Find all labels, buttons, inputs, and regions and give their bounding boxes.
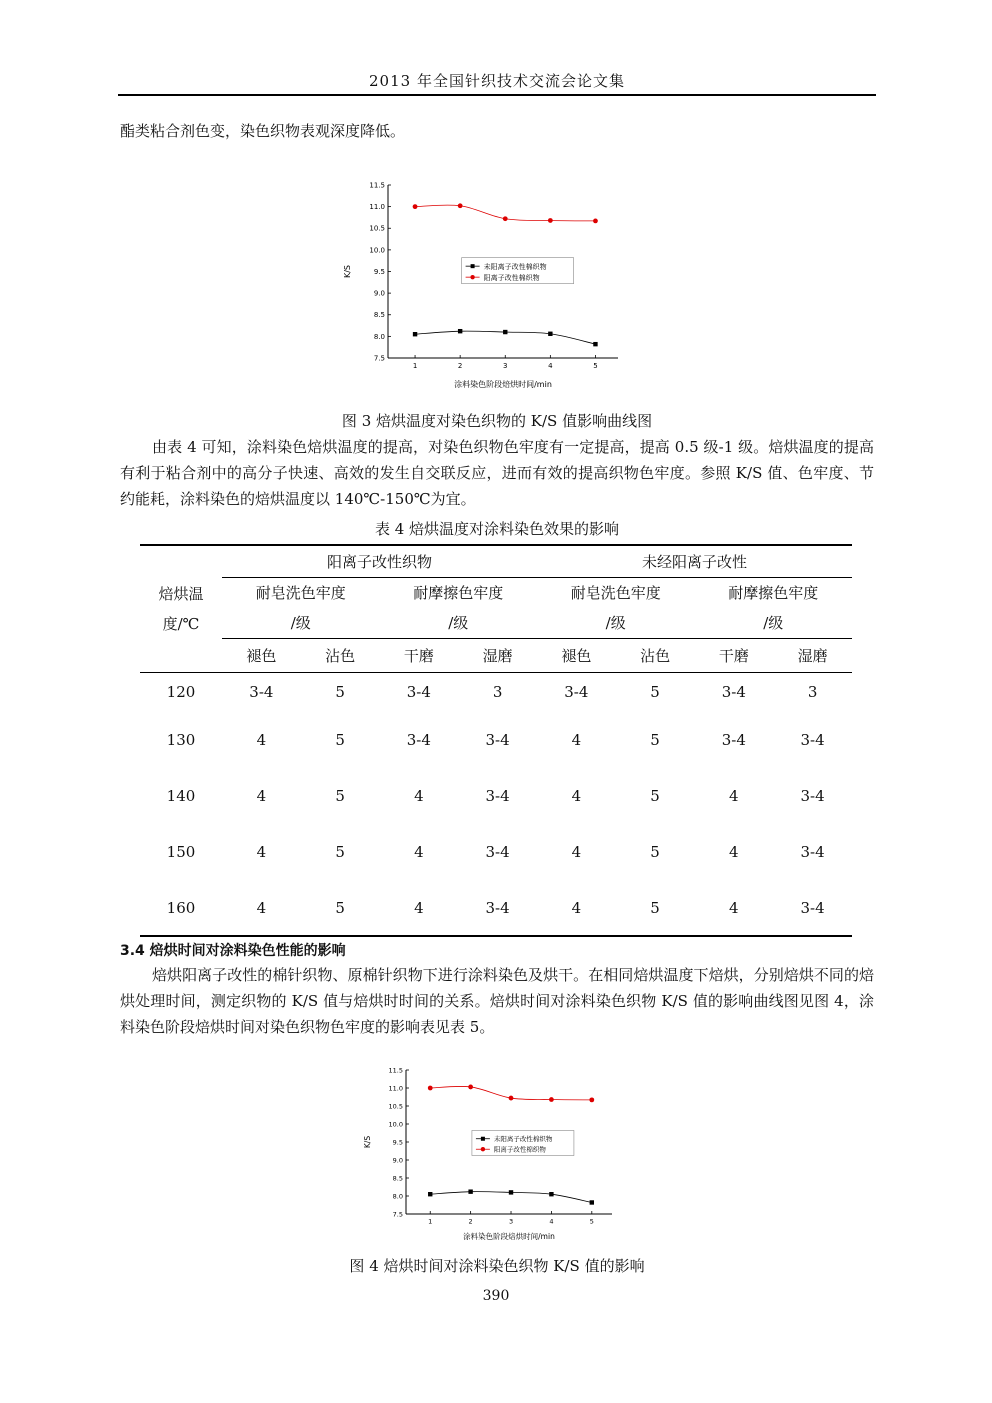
table-cell: 4 (414, 843, 424, 861)
temp-cell: 120 (166, 683, 196, 702)
table-cell: 5 (616, 880, 695, 936)
y-tick-label: 10.0 (369, 246, 385, 255)
x-tick-label: 4 (548, 362, 553, 370)
row-header-line2: 度/℃ (162, 614, 200, 633)
table-cell: 3-4 (485, 731, 510, 749)
y-tick-label: 9.5 (373, 267, 385, 276)
data-point (503, 330, 507, 334)
legend-marker (481, 1147, 485, 1151)
column-header: 褪色 (537, 638, 616, 672)
y-tick-label: 11.0 (388, 1084, 403, 1093)
table-cell: 4 (256, 843, 267, 861)
table-row (140, 672, 852, 712)
y-tick-label: 8.5 (373, 311, 385, 320)
table-cell: 3-4 (800, 843, 825, 861)
table-cell: 3-4 (458, 880, 537, 936)
temp-cell: 150 (166, 843, 196, 861)
x-tick-label: 1 (412, 362, 418, 370)
table-cell: 3-4 (721, 731, 746, 749)
table-cell: 5 (335, 683, 345, 702)
data-point (590, 1200, 594, 1204)
temp-cell: 130 (166, 731, 196, 749)
table-cell: 3-4 (800, 731, 825, 749)
temp-cell: 160 (140, 880, 222, 936)
data-point (413, 332, 417, 336)
x-tick-label: 3 (508, 1217, 514, 1226)
figure-3-caption: 图 3 焙烘温度对染色织物的 K/S 值影响曲线图 (341, 412, 653, 430)
legend-label: 阳离子改性棉织物 (493, 1145, 546, 1154)
y-tick-label: 10.5 (388, 1102, 403, 1111)
group-header-untreated: 未经阳离子改性 (537, 545, 852, 577)
x-tick-label: 5 (593, 362, 598, 370)
y-tick-label: 8.0 (392, 1192, 403, 1201)
table-cell: 5 (335, 731, 345, 749)
figure-3 (340, 175, 640, 394)
legend-label: 阳离子改性棉织物 (483, 273, 540, 282)
page-number: 390 (482, 1288, 510, 1304)
table-row (140, 824, 852, 880)
data-point (593, 342, 597, 346)
column-header: 干磨 (379, 638, 458, 672)
x-tick-label: 5 (589, 1217, 594, 1226)
subgroup-name: 耐皂洗色牢度 (255, 583, 346, 602)
legend-label: 未阳离子改性棉织物 (493, 1135, 553, 1144)
data-point (509, 1096, 514, 1101)
data-point (458, 329, 462, 333)
data-point (548, 332, 552, 336)
table-cell: 4 (729, 787, 739, 805)
column-header: 湿磨 (458, 638, 537, 672)
column-header: 沾色 (616, 638, 695, 672)
table-cell: 3-4 (485, 843, 510, 861)
y-tick-label: 10.5 (369, 224, 385, 233)
table-cell: 4 (379, 880, 458, 936)
table-cell: 4 (729, 843, 739, 861)
x-tick-label: 1 (428, 1217, 433, 1226)
figure-4-chart (360, 1062, 630, 1242)
data-point (593, 218, 598, 223)
y-tick-label: 9.0 (392, 1156, 403, 1165)
data-point (428, 1086, 433, 1091)
figure-4 (360, 1062, 630, 1246)
x-tick-label: 2 (468, 1217, 473, 1226)
data-point (503, 216, 508, 221)
subgroup-unit: /级 (605, 613, 626, 632)
data-point (458, 203, 463, 208)
table-cell: 3 (807, 683, 818, 702)
table-cell: 5 (650, 787, 660, 805)
y-tick-label: 11.0 (369, 203, 385, 212)
y-axis-label: K/S (343, 264, 352, 279)
subgroup-name: 耐摩擦色牢度 (413, 583, 504, 602)
data-point (509, 1190, 513, 1194)
table-cell: 3-4 (406, 683, 431, 702)
subgroup-unit: /级 (448, 613, 469, 632)
y-tick-label: 9.0 (373, 289, 385, 298)
table-4 (140, 544, 852, 937)
subgroup-header (222, 577, 379, 638)
row-header (140, 545, 222, 672)
y-tick-label: 10.0 (388, 1120, 403, 1129)
legend-marker (481, 1137, 485, 1141)
table-cell: 4 (256, 731, 267, 749)
column-header: 褪色 (222, 638, 301, 672)
table-cell: 4 (222, 880, 301, 936)
table-row (140, 768, 852, 824)
column-header: 干磨 (694, 638, 773, 672)
x-axis-label: 涂料染色阶段焙烘时间/min (454, 380, 552, 389)
data-point (589, 1097, 594, 1102)
paragraph-table4-discussion: 由表 4 可知，涂料染色焙烘温度的提高，对染色织物色牢度有一定提高，提高 0.5 级-1 级。焙烘温度的提高有利于粘合剂中的高分子快速、高效的发生自交联反应，进而有效的提高织物色牢度。参照 K/S 值、色牢度、节约能耗，涂料染色的焙烘温度以 140℃-150℃为宜。 (120, 438, 874, 508)
subgroup-name: 耐皂洗色牢度 (570, 583, 661, 602)
legend-marker (470, 275, 474, 279)
running-title: 2013 年全国针织技术交流会论文集 (369, 72, 625, 90)
group-header-cationic: 阳离子改性织物 (222, 545, 537, 577)
x-tick-label: 4 (549, 1217, 554, 1226)
row-header-line1: 焙烘温 (158, 584, 204, 603)
table-cell: 4 (537, 880, 616, 936)
data-point (468, 1085, 473, 1090)
table-row (140, 880, 852, 936)
legend-marker (471, 264, 475, 268)
y-tick-label: 9.5 (392, 1138, 403, 1147)
table-cell: 5 (335, 843, 345, 861)
table-cell: 3 (492, 683, 503, 702)
temp-cell: 140 (166, 787, 196, 805)
table-cell: 5 (335, 787, 345, 805)
subgroup-unit: /级 (290, 613, 311, 632)
x-tick-label: 3 (503, 362, 508, 370)
data-point (413, 204, 418, 209)
paragraph-baking-time: 焙烘阳离子改性的棉针织物、原棉针织物下进行涂料染色及烘干。在相同焙烘温度下焙烘，分别焙烘不同的焙烘处理时间，测定织物的 K/S 值与焙烘时时间的关系。焙烘时间对涂料染色织物 K/S 值的影响曲线图见图 4，涂料染色阶段焙烘时间对染色织物色牢度的影响表见表 5。 (120, 966, 874, 1036)
table-cell: 4 (571, 787, 582, 805)
table-cell: 5 (650, 843, 660, 861)
table-cell: 3-4 (485, 787, 510, 805)
header-rule (118, 94, 876, 96)
table-cell: 3-4 (773, 880, 852, 936)
data-point (428, 1192, 432, 1196)
y-tick-label: 8.0 (373, 332, 385, 341)
subgroup-header (379, 577, 536, 638)
table-cell: 3-4 (721, 683, 746, 702)
table-cell: 4 (571, 731, 582, 749)
table-cell: 4 (414, 787, 424, 805)
y-tick-label: 7.5 (373, 354, 385, 363)
table-cell: 4 (256, 787, 267, 805)
x-axis-label: 涂料染色阶段焙烘时间/min (463, 1232, 555, 1241)
table-cell: 5 (650, 683, 660, 702)
data-point (468, 1189, 472, 1193)
subgroup-header (694, 577, 852, 638)
y-tick-label: 8.5 (392, 1174, 403, 1183)
subgroup-unit: /级 (763, 613, 784, 632)
column-header: 湿磨 (773, 638, 852, 672)
legend-label: 未阳离子改性棉织物 (483, 262, 547, 271)
data-point (549, 1097, 554, 1102)
table-cell: 5 (301, 880, 380, 936)
subgroup-header (537, 577, 694, 638)
y-axis-label: K/S (363, 1135, 372, 1149)
intro-line: 酯类粘合剂色变，染色织物表观深度降低。 (120, 122, 406, 140)
x-tick-label: 2 (457, 362, 463, 370)
table-cell: 3-4 (564, 683, 589, 702)
section-title: 3.4 焙烘时间对涂料染色性能的影响 (120, 943, 346, 959)
table-4-caption: 表 4 焙烘温度对涂料染色效果的影响 (374, 520, 620, 538)
table-cell: 3-4 (406, 731, 431, 749)
table-cell: 4 (571, 843, 582, 861)
column-header: 沾色 (301, 638, 380, 672)
table-cell: 3-4 (249, 683, 274, 702)
y-tick-label: 11.5 (388, 1066, 403, 1075)
table-row (140, 712, 852, 768)
figure-3-chart (340, 175, 640, 390)
data-point (549, 1192, 553, 1196)
figure-4-caption: 图 4 焙烘时间对涂料染色织物 K/S 值的影响 (349, 1257, 645, 1275)
y-tick-label: 7.5 (392, 1210, 403, 1219)
table-cell: 4 (694, 880, 773, 936)
subgroup-name: 耐摩擦色牢度 (728, 583, 819, 602)
table-cell: 5 (650, 731, 660, 749)
y-tick-label: 11.5 (369, 181, 385, 190)
data-point (548, 218, 553, 223)
table-cell: 3-4 (800, 787, 825, 805)
